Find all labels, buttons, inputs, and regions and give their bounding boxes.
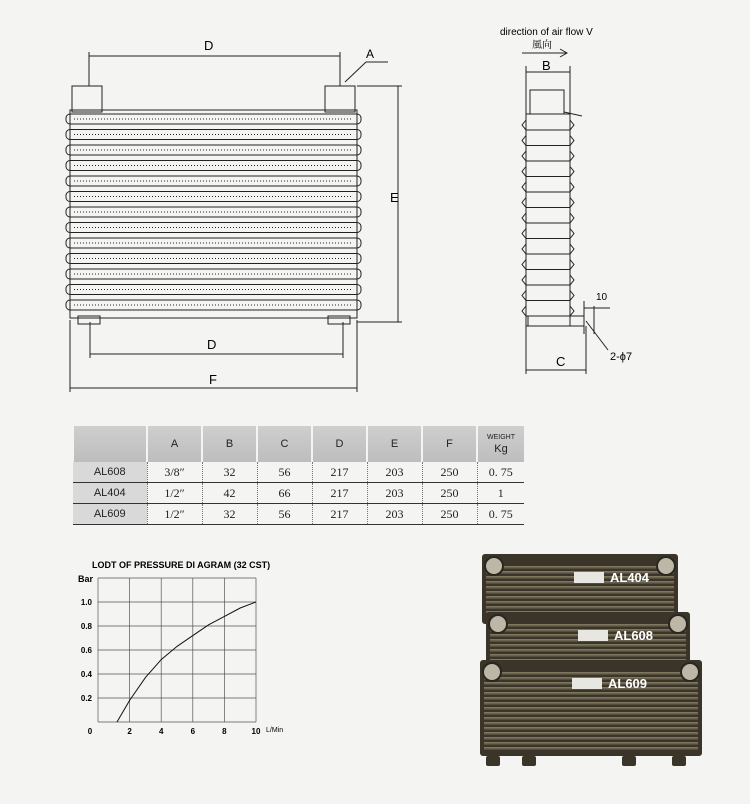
mounting-foot <box>522 756 536 766</box>
cell-a: 3/8″ <box>147 462 202 483</box>
cell-f: 250 <box>422 462 477 483</box>
chart-title: LODT OF PRESSURE DI AGRAM (32 CST) <box>92 560 271 570</box>
port-fitting <box>483 663 501 681</box>
side-fin <box>522 167 574 177</box>
table-row <box>73 504 524 525</box>
x-tick-label: 2 <box>127 727 132 736</box>
front-view-drawing <box>0 0 440 400</box>
table-row <box>73 483 524 504</box>
model-label: AL609 <box>608 676 648 691</box>
side-fin <box>522 244 574 254</box>
nameplate <box>572 678 602 689</box>
cell-weight: 0. 75 <box>477 462 524 483</box>
side-fin <box>522 260 574 270</box>
row-model: AL609 <box>73 504 147 525</box>
nameplate <box>578 630 608 641</box>
x-tick-label: 0 <box>87 727 93 736</box>
model-label: AL608 <box>614 628 654 643</box>
header-d: D <box>312 426 367 462</box>
dim-d-bottom: D <box>207 337 217 352</box>
port-fitting <box>489 615 507 633</box>
port-fitting <box>485 557 503 575</box>
side-fin <box>522 306 574 316</box>
side-fin <box>522 229 574 239</box>
cell-e: 203 <box>367 483 422 504</box>
model-label: AL404 <box>610 570 650 585</box>
y-tick-label: 0.2 <box>80 694 92 703</box>
airflow-label: direction of air flow V <box>500 27 593 38</box>
header-c: C <box>257 426 312 462</box>
side-fin <box>522 182 574 192</box>
dim-e: E <box>390 190 399 205</box>
cell-weight: 1 <box>477 483 524 504</box>
row-model: AL404 <box>73 483 147 504</box>
cell-a: 1/2″ <box>147 483 202 504</box>
port-fitting <box>681 663 699 681</box>
mounting-foot <box>486 756 500 766</box>
side-fin <box>522 275 574 285</box>
cell-e: 203 <box>367 504 422 525</box>
mounting-foot <box>672 756 686 766</box>
side-fin <box>522 151 574 161</box>
header-b: B <box>202 426 257 462</box>
cell-d: 217 <box>312 462 367 483</box>
side-fin <box>522 120 574 130</box>
x-tick-label: 4 <box>158 727 164 736</box>
side-fin <box>522 198 574 208</box>
table-header-row <box>73 426 524 462</box>
x-tick-label: 10 <box>251 727 261 736</box>
chart-xlabel: L/Min <box>266 727 284 734</box>
nameplate <box>574 572 604 583</box>
cell-f: 250 <box>422 504 477 525</box>
side-fin <box>522 213 574 223</box>
weight-top-label: WEIGHT <box>487 433 515 441</box>
port-fitting <box>657 557 675 575</box>
airflow-cn-label: 風向 <box>532 40 552 51</box>
y-tick-label: 0.8 <box>80 622 92 631</box>
cell-d: 217 <box>312 504 367 525</box>
chart-series-line <box>117 602 256 722</box>
x-tick-label: 8 <box>222 727 227 736</box>
header-model <box>73 426 147 462</box>
cell-c: 56 <box>257 504 312 525</box>
weight-unit-label: Kg <box>494 442 508 455</box>
cell-e: 203 <box>367 462 422 483</box>
side-view-drawing <box>490 16 650 386</box>
product-photo <box>472 550 720 772</box>
side-fin <box>522 136 574 146</box>
y-tick-label: 1.0 <box>80 598 92 607</box>
header-e: E <box>367 426 422 462</box>
port-fitting <box>669 615 687 633</box>
cell-c: 66 <box>257 483 312 504</box>
spec-table <box>72 426 524 525</box>
header-f: F <box>422 426 477 462</box>
dim-d-top: D <box>204 38 214 53</box>
header-weight <box>477 426 524 462</box>
cell-b: 42 <box>202 483 257 504</box>
y-tick-label: 0.4 <box>80 670 92 679</box>
dim-10: 10 <box>596 292 608 303</box>
row-model: AL608 <box>73 462 147 483</box>
y-tick-label: 0.6 <box>80 646 92 655</box>
hole-label: 2-ϕ7 <box>610 351 633 363</box>
cell-weight: 0. 75 <box>477 504 524 525</box>
x-tick-label: 6 <box>190 727 196 736</box>
pressure-chart <box>60 556 300 746</box>
cell-a: 1/2″ <box>147 504 202 525</box>
dim-c: C <box>556 354 566 369</box>
mounting-foot <box>622 756 636 766</box>
dim-a: A <box>366 47 375 61</box>
chart-ylabel: Bar <box>78 574 94 584</box>
header-a: A <box>147 426 202 462</box>
table-row <box>73 462 524 483</box>
cell-b: 32 <box>202 504 257 525</box>
cell-b: 32 <box>202 462 257 483</box>
side-fin <box>522 291 574 301</box>
dim-b: B <box>542 58 551 73</box>
cell-f: 250 <box>422 483 477 504</box>
dim-f: F <box>209 372 217 387</box>
cooler-unit <box>480 660 702 756</box>
cell-c: 56 <box>257 462 312 483</box>
cell-d: 217 <box>312 483 367 504</box>
